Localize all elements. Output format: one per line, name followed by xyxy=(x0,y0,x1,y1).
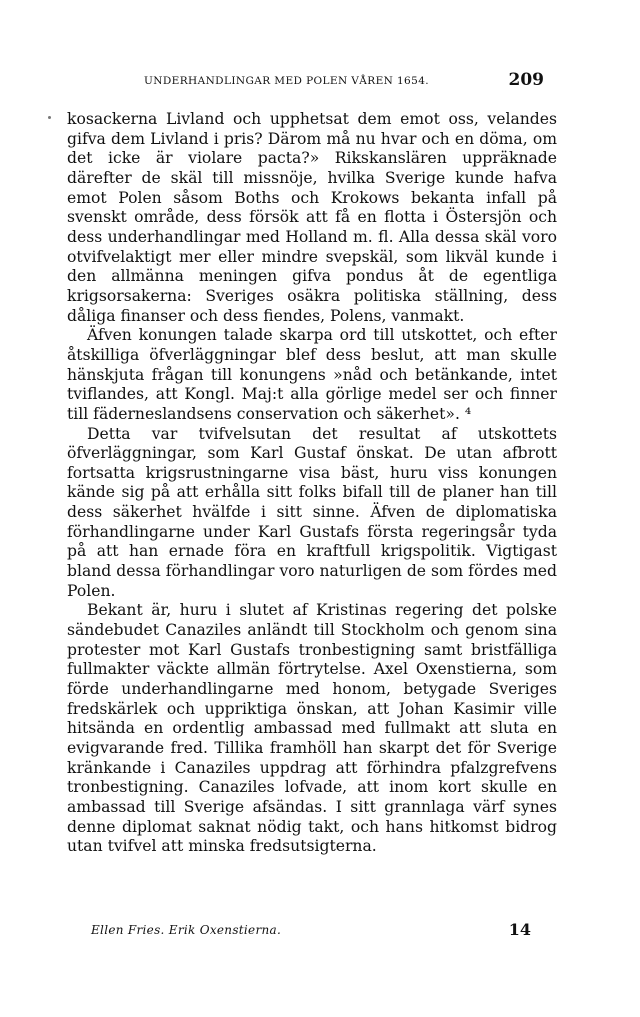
paragraph-3: Detta var tvifvelsutan det resultat af utskottets öfverläggningar, som Karl Gustaf önskat. De utan afbrott fortsatta krigsrustningarne visa bäst, huru viss konungen kände sig på att erhålla sitt folks bifall till de planer han till dess säkerhet hvälfde i sitt sinne. Äfven de diplomatiska förhandlingarne under Karl Gustafs första regeringsår tyda på att han ernade föra en kraftfull krigspolitik. Vigtigast bland dessa förhandlingar voro naturligen de som fördes med Polen. xyxy=(67,424,557,600)
running-head: UNDERHANDLINGAR MED POLEN VÅREN 1654. xyxy=(144,75,430,87)
page-footer xyxy=(91,920,531,942)
paragraph-2: Äfven konungen talade skarpa ord till utskottet, och efter åtskilliga öfverläggningar blef dess beslut, att man skulle hänskjuta frågan till konungens »nåd och betänkande, intet tviflandes, att Kongl. Maj:t alla görlige medel ser och finner till fäderneslandsens conservation och säkerhet». ⁴ xyxy=(67,326,557,423)
paragraph-4: Bekant är, huru i slutet af Kristinas regering det polske sändebudet Canaziles anländt till Stockholm och genom sina protester mot Karl Gustafs tronbestigning samt bristfälliga fullmakter väckte allmän förtrytelse. Axel Oxenstierna, som förde underhandlingarne med honom, betygade Sveriges fredskärlek och uppriktiga önskan, att Johan Kasimir ville hitsända en ordentlig ambassad med fullmakt att sluta en evigvarande fred. Tillika framhöll han skarpt det för Sverige kränkande i Canaziles uppdrag att förhindra pfalzgrefvens tronbestigning. Canaziles lofvade, att inom kort skulle en ambassad till Sverige afsändas. I sitt grannlaga värf synes denne diplomat saknat nödig takt, och hans hitkomst bidrog utan tvifvel att minska fredsutsigterna. xyxy=(67,601,557,856)
paragraph-1: kosackerna Livland och upphetsat dem emot oss, velandes gifva dem Livland i pris? Därom må nu hvar och en döma, om det icke är violare pacta?» Rikskanslären uppräknade därefter de skäl till missnöje, hvilka Sverige kunde hafva emot Polen såsom Boths och Krokows bekanta infall på svenskt område, dess försök att få en flotta i Östersjön och dess underhandlingar med Holland m. fl. Alla dessa skäl voro otvifvelaktigt mer eller mindre svepskäl, som likväl kunde i den allmänna meningen gifva pondus åt de egentliga krigsorsakerna: Sveriges osäkra politiska ställning, dess dåliga finanser och dess fiendes, Polens, vanmakt. xyxy=(67,110,557,325)
body-text xyxy=(67,110,557,857)
footer-author: Ellen Fries. Erik Oxenstierna. xyxy=(91,923,282,937)
page-number: 209 xyxy=(508,70,544,90)
margin-speck xyxy=(48,116,51,119)
page-header xyxy=(144,70,544,94)
signature-mark: 14 xyxy=(508,920,531,939)
